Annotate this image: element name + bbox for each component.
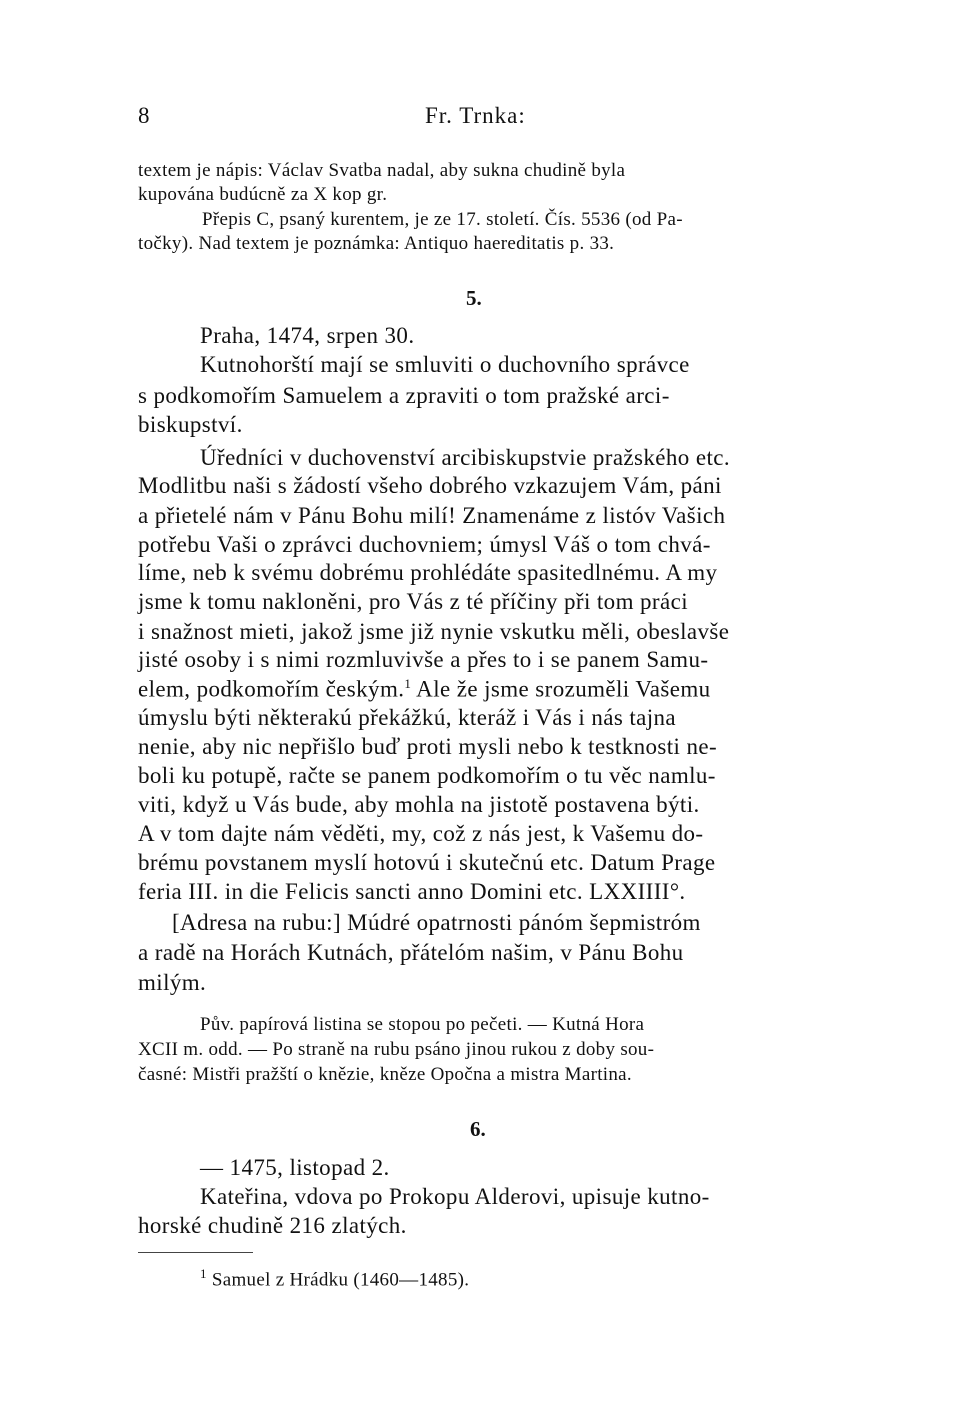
doc5-body-line-9-start: elem, podkomořím českým. xyxy=(138,676,405,702)
doc5-body-line-6: jsme k tomu nakloněni, pro Vás z té příčiny při tom práci xyxy=(138,589,688,614)
doc5-note-line-3: časné: Mistři pražští o knězie, kněze Opočna a mistra Martina. xyxy=(138,1064,632,1085)
footnote-mark: 1 xyxy=(200,1266,207,1281)
doc5-note-line-2: XCII m. odd. — Po straně na rubu psáno jinou rukou z doby sou- xyxy=(138,1039,655,1060)
doc5-body-line-11: nenie, aby nic nepřišlo buď proti mysli nebo k testknosti ne- xyxy=(138,734,718,759)
doc5-note-line-1: Pův. papírová listina se stopou po pečeti. — Kutná Hora xyxy=(200,1014,645,1035)
doc5-body-line-8: jisté osoby i s nimi rozmluvivše a přes to i se panem Samu- xyxy=(138,647,709,672)
doc5-body-line-1: Úředníci v duchovenství arcibiskupstvie pražského etc. xyxy=(200,445,731,470)
doc5-body-line-5: líme, neb k svému dobrému prohlédáte spasitedlnému. A my xyxy=(138,560,718,585)
footnote xyxy=(200,1266,469,1291)
doc6-number: 6. xyxy=(470,1117,486,1141)
doc5-body-line-2: Modlitbu naši s žádostí všeho dobrého vzkazujem Vám, páni xyxy=(138,473,722,498)
doc6-regest-line-2: horské chudině 216 zlatých. xyxy=(138,1213,407,1238)
doc5-body-line-7: i snažnost mieti, jakož jsme již nynie vskutku měli, obeslavše xyxy=(138,619,730,644)
doc4-line-2: kupována budúcně za X kop gr. xyxy=(138,184,388,205)
doc4-line-3: Přepis C, psaný kurentem, je ze 17. století. Čís. 5536 (od Pa- xyxy=(202,209,683,230)
doc5-regest-line-1: Kutnohorští mají se smluviti o duchovního správce xyxy=(200,352,690,377)
doc5-place-date: Praha, 1474, srpen 30. xyxy=(200,323,415,348)
doc4-line-1: textem je nápis: Václav Svatba nadal, aby sukna chudině byla xyxy=(138,160,626,181)
footnote-rule xyxy=(138,1252,253,1253)
footnote-reference: 1 xyxy=(404,676,412,691)
doc5-address-line-2: a radě na Horách Kutnách, přátelóm našim, v Pánu Bohu xyxy=(138,940,684,965)
doc5-address-line-3: milým. xyxy=(138,970,207,995)
doc5-address-line-1: [Adresa na rubu:] Múdré opatrnosti pánóm šepmistróm xyxy=(172,910,701,935)
doc6-place-date: — 1475, listopad 2. xyxy=(200,1155,390,1180)
doc4-line-4: točky). Nad textem je poznámka: Antiquo haereditatis p. 33. xyxy=(138,233,615,254)
running-title: Fr. Trnka: xyxy=(425,103,526,128)
doc5-regest-line-3: biskupství. xyxy=(138,412,243,437)
doc5-body-line-12: boli ku potupě, račte se panem podkomořím o tu věc namlu- xyxy=(138,763,716,788)
doc5-body-line-14: A v tom dajte nám věděti, my, což z nás jest, k Vašemu do- xyxy=(138,821,704,846)
doc5-body-line-3: a přietelé nám v Pánu Bohu milí! Znamenáme z listóv Vašich xyxy=(138,503,726,528)
doc5-body-line-9 xyxy=(138,676,711,703)
footnote-text: Samuel z Hrádku (1460—1485). xyxy=(206,1269,470,1291)
doc5-body-line-9-end: Ale že jsme srozuměli Vašemu xyxy=(411,676,711,702)
doc6-regest-line-1: Kateřina, vdova po Prokopu Alderovi, upisuje kutno- xyxy=(200,1184,710,1209)
doc5-body-line-10: úmyslu býti některakú překážkú, kteráž i Vás i nás tajna xyxy=(138,705,677,730)
doc5-number: 5. xyxy=(466,286,482,310)
doc5-body-line-16: feria III. in die Felicis sancti anno Domini etc. LXXIIII°. xyxy=(138,879,686,904)
doc5-body-line-15: brému povstanem myslí hotovú i skutečnú etc. Datum Prage xyxy=(138,850,716,875)
doc5-regest-line-2: s podkomořím Samuelem a zpraviti o tom pražské arci- xyxy=(138,383,670,408)
doc5-body-line-13: viti, když u Vás bude, aby mohla na jistotě postavena býti. xyxy=(138,792,700,817)
doc5-body-line-4: potřebu Vaši o zprávci duchovniem; úmysl Váš o tom chvá- xyxy=(138,532,711,557)
page-number: 8 xyxy=(138,103,150,128)
